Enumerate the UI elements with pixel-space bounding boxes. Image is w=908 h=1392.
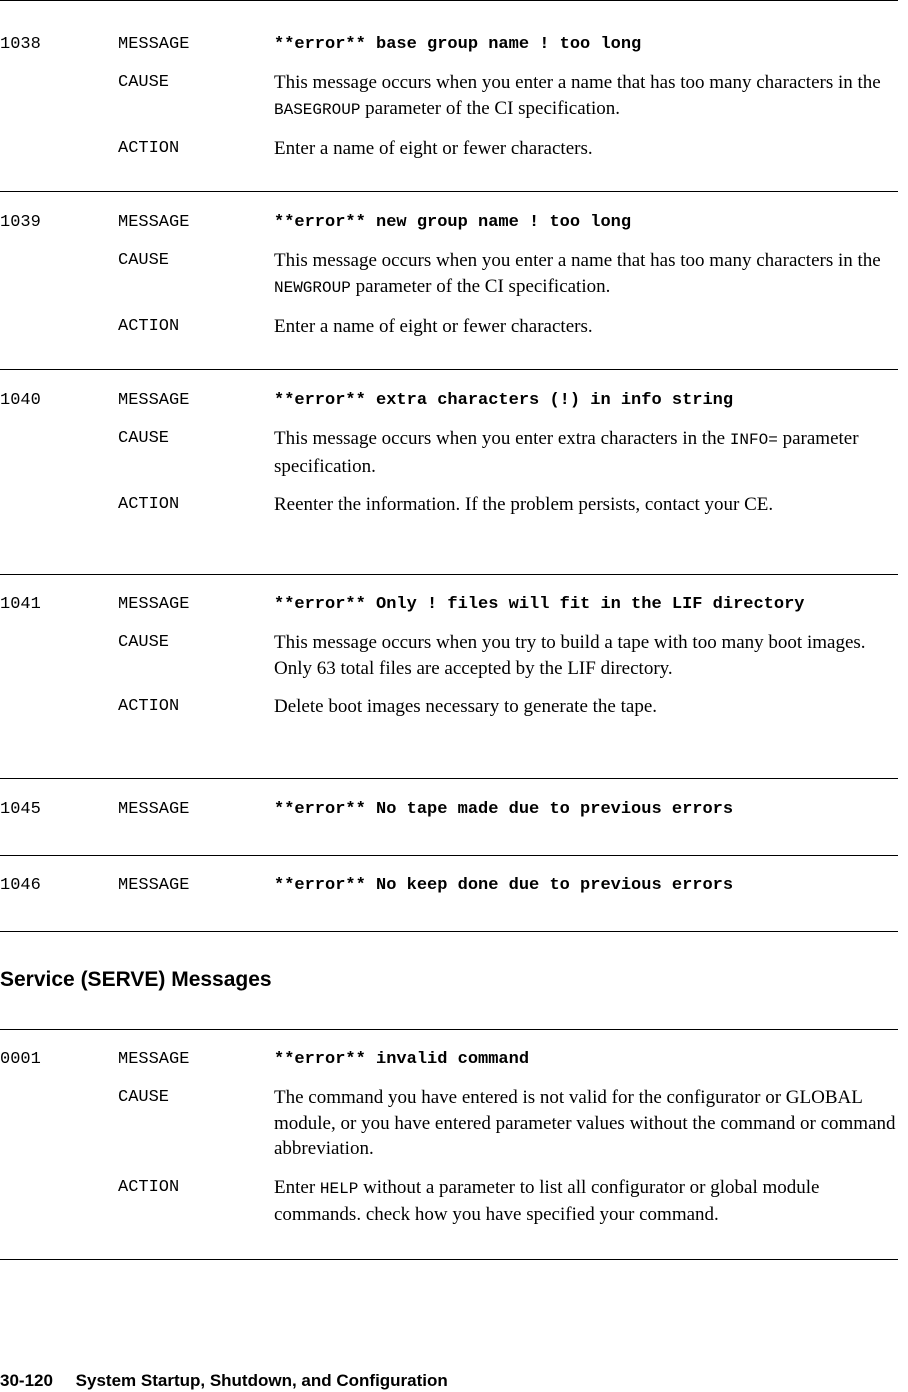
cause-row bbox=[0, 70, 900, 123]
cause-text: This message occurs when you try to build a tape with too many boot images. Only 63 total files are accepted by the LIF directory. bbox=[274, 632, 866, 679]
cause-row bbox=[0, 426, 900, 479]
parameter-code: BASEGROUP bbox=[274, 100, 361, 119]
action-row bbox=[0, 314, 900, 340]
message-entry-1046 bbox=[0, 873, 900, 898]
divider bbox=[0, 191, 898, 192]
message-entry-1045 bbox=[0, 797, 900, 822]
cause-row bbox=[0, 1085, 900, 1162]
message-number: 0001 bbox=[0, 1050, 41, 1069]
message-entry-1040 bbox=[0, 388, 900, 518]
message-label: MESSAGE bbox=[118, 213, 190, 232]
divider bbox=[0, 931, 898, 932]
page-footer bbox=[0, 1370, 448, 1392]
action-row bbox=[0, 694, 900, 720]
message-row bbox=[0, 210, 900, 235]
command-code: HELP bbox=[319, 1179, 359, 1198]
divider bbox=[0, 369, 898, 370]
cause-text: This message occurs when you enter a name that has too many characters in the BASEGROUP parameter of the CI specification. bbox=[274, 72, 881, 119]
action-label: ACTION bbox=[118, 1177, 180, 1197]
action-row bbox=[0, 1175, 900, 1228]
cause-text: This message occurs when you enter extra characters in the INFO= parameter specification. bbox=[274, 428, 859, 477]
page-number: 30-120 bbox=[0, 1371, 53, 1390]
message-text: **error** No tape made due to previous errors bbox=[274, 800, 734, 819]
action-text: Delete boot images necessary to generate the tape. bbox=[274, 696, 657, 717]
message-text: **error** extra characters (!) in info string bbox=[274, 391, 734, 410]
cause-label: CAUSE bbox=[118, 251, 170, 270]
message-row bbox=[0, 592, 900, 617]
message-text: **error** new group name ! too long bbox=[274, 213, 632, 232]
message-label: MESSAGE bbox=[118, 800, 190, 819]
message-label: MESSAGE bbox=[118, 391, 190, 410]
cause-label: CAUSE bbox=[118, 429, 170, 448]
divider-bottom bbox=[0, 1259, 898, 1260]
divider bbox=[0, 855, 898, 856]
message-number: 1041 bbox=[0, 595, 41, 614]
message-number: 1046 bbox=[0, 876, 41, 895]
message-text: **error** base group name ! too long bbox=[274, 35, 642, 54]
action-text: Enter a name of eight or fewer characters. bbox=[274, 316, 593, 337]
action-label: ACTION bbox=[118, 495, 180, 514]
message-row bbox=[0, 797, 900, 822]
message-text: **error** invalid command bbox=[274, 1050, 530, 1069]
message-label: MESSAGE bbox=[118, 595, 190, 614]
divider-top bbox=[0, 0, 898, 1]
cause-label: CAUSE bbox=[118, 633, 170, 652]
message-row bbox=[0, 873, 900, 898]
cause-label: CAUSE bbox=[118, 1088, 170, 1107]
action-row bbox=[0, 136, 900, 162]
divider bbox=[0, 574, 898, 575]
action-text: Reenter the information. If the problem persists, contact your CE. bbox=[274, 494, 774, 515]
cause-text: The command you have entered is not valid for the configurator or GLOBAL module, or you have entered parameter values without the command or command abbreviation. bbox=[274, 1087, 896, 1159]
message-entry-1041 bbox=[0, 592, 900, 720]
action-text: Enter HELP without a parameter to list all configurator or global module commands. check how you have specified your command. bbox=[274, 1176, 820, 1225]
cause-row bbox=[0, 248, 900, 301]
section-title: Service (SERVE) Messages bbox=[0, 968, 272, 991]
message-row bbox=[0, 388, 900, 413]
parameter-code: NEWGROUP bbox=[274, 278, 351, 297]
message-row bbox=[0, 32, 900, 57]
message-number: 1038 bbox=[0, 35, 41, 54]
message-text: **error** Only ! files will fit in the LIF directory bbox=[274, 595, 805, 614]
divider bbox=[0, 778, 898, 779]
message-number: 1039 bbox=[0, 213, 41, 232]
action-text: Enter a name of eight or fewer characters. bbox=[274, 138, 593, 159]
action-row bbox=[0, 492, 900, 518]
message-entry-0001 bbox=[0, 1047, 900, 1228]
cause-label: CAUSE bbox=[118, 73, 170, 92]
action-label: ACTION bbox=[118, 317, 180, 336]
action-label: ACTION bbox=[118, 697, 180, 716]
cause-text: This message occurs when you enter a name that has too many characters in the NEWGROUP parameter of the CI specification. bbox=[274, 250, 881, 297]
message-number: 1040 bbox=[0, 391, 41, 410]
cause-row bbox=[0, 630, 900, 681]
message-text: **error** No keep done due to previous errors bbox=[274, 876, 734, 895]
message-number: 1045 bbox=[0, 800, 41, 819]
message-entry-1039 bbox=[0, 210, 900, 340]
footer-title: System Startup, Shutdown, and Configuration bbox=[75, 1371, 448, 1390]
message-row bbox=[0, 1047, 900, 1072]
divider bbox=[0, 1029, 898, 1030]
message-label: MESSAGE bbox=[118, 35, 190, 54]
message-entry-1038 bbox=[0, 32, 900, 162]
message-label: MESSAGE bbox=[118, 876, 190, 895]
parameter-code: INFO= bbox=[729, 431, 778, 449]
message-label: MESSAGE bbox=[118, 1050, 190, 1069]
action-label: ACTION bbox=[118, 139, 180, 158]
